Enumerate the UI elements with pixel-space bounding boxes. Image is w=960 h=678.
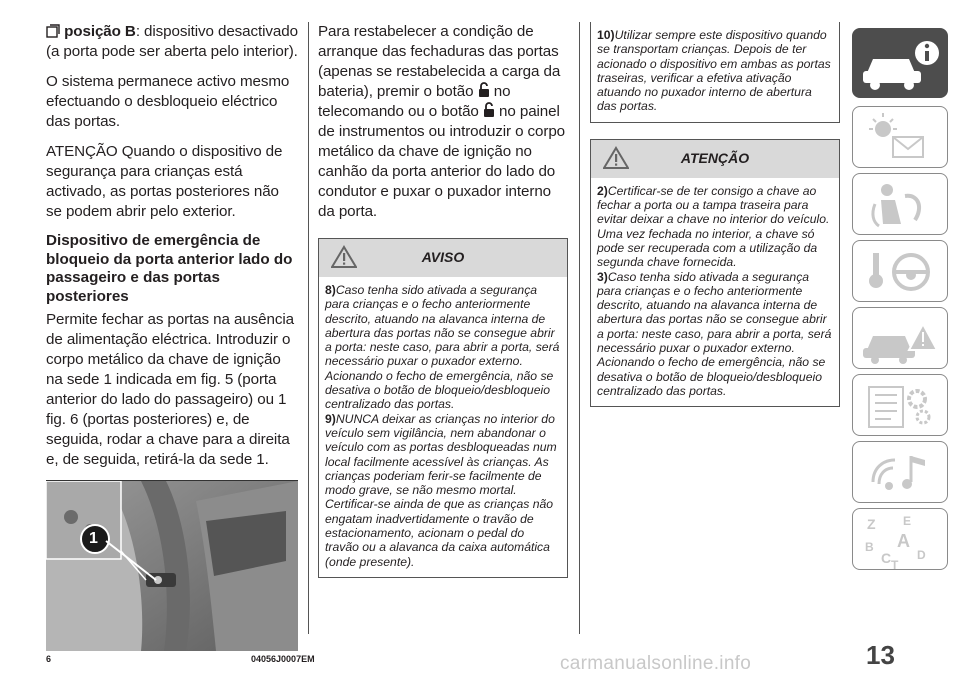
atencao-box: [590, 139, 840, 407]
paragraph-restore: [318, 22, 568, 222]
aviso-note-8: [325, 283, 561, 412]
page-number: 13: [866, 640, 895, 670]
music-phone-icon: [853, 442, 949, 504]
unlock-icon: [478, 82, 490, 98]
atencao-title: ATENÇÃO: [680, 149, 750, 166]
paragraph-system-active: O sistema permanece activo mesmo efectuando o desbloqueio eléctrico das portas.: [46, 73, 290, 130]
figure-number: 6: [46, 654, 52, 664]
door-lock-figure: [46, 480, 298, 651]
column-1: [46, 22, 315, 664]
note-number: 9): [325, 411, 336, 426]
car-info-icon: [853, 29, 949, 99]
door-lock-illustration: [46, 481, 298, 651]
aviso-title: AVISO: [421, 249, 465, 265]
paragraph-position-b: [46, 22, 298, 62]
column-3: [590, 22, 840, 407]
note-10-box: [590, 22, 840, 123]
tab-safety[interactable]: [852, 173, 948, 235]
airbag-seat-icon: [853, 174, 949, 236]
restore-text-c: no painel de instrumentos ou introduzir o corpo metálico da chave de ignição no canhão da porta anterior do lado do condutor e puxar o puxador interno da porta.: [318, 103, 566, 220]
atencao-header: [591, 140, 839, 178]
atencao-body: [591, 178, 839, 406]
tab-multimedia[interactable]: [852, 441, 948, 503]
unlock-icon: [483, 102, 495, 118]
index-letter-d: D: [917, 548, 926, 562]
section-heading: Dispositivo de emergência de bloqueio da porta anterior lado do passageiro e das portas posteriores: [46, 232, 293, 305]
index-letter-b: B: [865, 540, 874, 554]
paragraph-emergency-lock: Permite fechar as portas na ausência de alimentação eléctrica. Introduzir o corpo metálico da chave de ignição na sede 1 indicada em fig. 5 (porta anterior do lado do passageiro) ou 1 fig. 6 (portas posteriores) e, de seguida, rodar a chave para a direita e, de seguida, retirá-la da sede 1.: [46, 311, 294, 468]
index-letter-c: C: [881, 550, 892, 566]
restore-text-a: Para restabelecer a condição de arranque das fechaduras das portas (apenas se restabelecida a carga da bateria), premir o botão: [318, 23, 561, 100]
aviso-note-9: [325, 412, 561, 569]
note-10-body: [591, 22, 839, 122]
aviso-header: [319, 239, 567, 277]
figure-caption: [46, 654, 315, 664]
index-letter-t: T: [891, 558, 899, 571]
note-text: Certificar-se de ter consigo a chave ao fechar a porta ou a tampa traseira para evitar deixar a chave no interior do veículo. Uma vez fechada no interior, a chave só pode ser recuperada com a utilização da segunda chave fornecida.: [597, 183, 830, 270]
figure-callout-1: 1: [89, 530, 98, 547]
figure-code: 04056J0007EM: [251, 654, 315, 664]
index-letter-z: Z: [867, 516, 876, 532]
aviso-box: [318, 238, 568, 578]
atencao-note-2: [597, 184, 833, 270]
checkbox-bullet-icon: [46, 24, 60, 38]
column-2: [318, 22, 568, 578]
column-divider-1: [308, 22, 309, 634]
tab-maintenance[interactable]: [852, 374, 948, 436]
position-b-term: posição B: [64, 23, 136, 40]
aviso-body: [319, 277, 567, 577]
tab-emergency[interactable]: [852, 307, 948, 369]
position-b-text: : dispositivo desactivado (a porta pode ser aberta pelo interior).: [46, 23, 298, 60]
key-steering-icon: [853, 241, 949, 303]
car-warning-icon: [853, 308, 949, 370]
note-number: 2): [597, 183, 608, 198]
tab-lights[interactable]: [852, 106, 948, 168]
note-text: Caso tenha sido ativada a segurança para crianças e o fecho anteriormente descrito, atuando na alavanca interna de abertura das portas não se consegue abrir a porta: neste caso, para abrir a porta, será necessário puxar o puxador externo. Acionando o fecho de emergência, não se desativa o botão de bloqueio/desbloqueio centralizado das portas.: [597, 269, 832, 398]
restore-text-b: no telecomando ou o botão: [318, 83, 511, 120]
paragraph-attention: ATENÇÃO Quando o dispositivo de segurança para crianças está activado, as portas posteriores não se podem abrir pelo exterior.: [46, 143, 283, 220]
note-number: 10): [597, 28, 615, 42]
note-text: NUNCA deixar as crianças no interior do veículo sem vigilância, nem abandonar o veículo com as portas desbloqueadas num local facilmente acessível às crianças. As crianças poderiam ferir-se facilmente de modo grave, se não mesmo mortal. Certificar-se ainda de que as crianças não engatam inadvertidamente o travão de estacionamento, acionam o pedal do travão ou a alavanca da caixa automática (onde presente).: [325, 411, 557, 569]
note-number: 3): [597, 269, 608, 284]
note-text: Utilizar sempre este dispositivo quando se transportam crianças. Depois de ter acionado o dispositivo em ambas as portas traseiras, verificar a efetiva ativação atuando no puxador interno de abertura das portas.: [597, 28, 831, 114]
index-letter-e: E: [903, 514, 912, 528]
column-divider-2: [579, 22, 580, 634]
index-letters-icon: [853, 509, 949, 571]
chapter-sidebar: [852, 28, 948, 575]
note-text: Caso tenha sido ativada a segurança para crianças e o fecho anteriormente descrito, atuando na alavanca interna de abertura das portas não se consegue abrir a porta: neste caso, para abrir a porta, será necessário puxar o puxador externo. Acionando o fecho de emergência, não se desativa o botão de bloqueio/desbloqueio centralizado das portas.: [325, 283, 560, 412]
watermark: carmanualsonline.info: [560, 653, 752, 674]
tab-index[interactable]: [852, 508, 948, 570]
atencao-note-3: [597, 270, 833, 399]
index-letter-a: A: [897, 531, 910, 551]
tab-car-info[interactable]: [852, 28, 948, 98]
settings-list-icon: [853, 375, 949, 437]
tab-driving[interactable]: [852, 240, 948, 302]
lights-envelope-icon: [853, 107, 949, 169]
note-number: 8): [325, 283, 336, 297]
